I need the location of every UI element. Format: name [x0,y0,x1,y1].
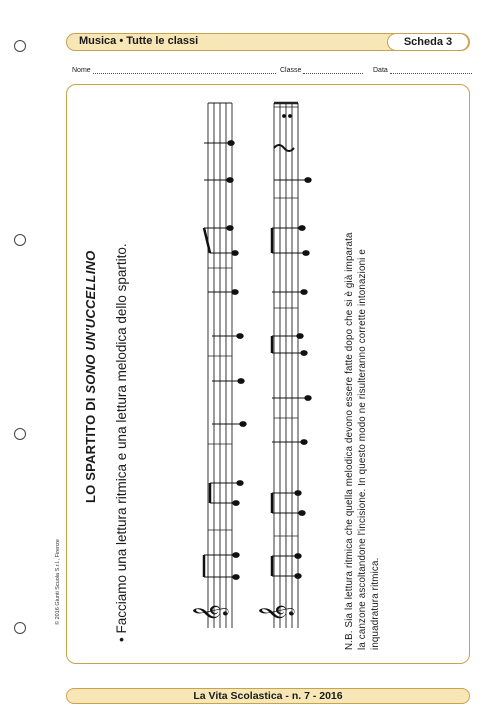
nb-line-1: N.B. Sia la lettura ritmica che quella melodica devono essere fatte dopo che si è già imparata [344,232,355,650]
name-field[interactable] [72,66,276,74]
instruction-text: • Facciamo una lettura ritmica e una lettura melodica dello spartito. [114,243,129,642]
binder-hole-1-icon [14,40,26,52]
copyright-text: © 2016 Giunti Scuola S.r.l., Firenze [55,539,61,625]
class-line [303,66,363,74]
binder-hole-2-icon [14,234,26,246]
nb-line-3: inquadratura ritmica. [370,557,381,650]
class-field[interactable] [280,66,363,74]
treble-clef-icon: 𝄞 [193,604,228,622]
binder-hole-4-icon [14,622,26,634]
subject-label: Musica • Tutte le classi [79,35,199,47]
title-prefix: LO SPARTITO DI [83,393,98,503]
name-line [93,66,276,74]
name-label: Nome [72,67,91,74]
exercise-title [83,251,98,503]
nb-note [343,232,382,650]
header-bar [66,33,470,51]
footer-bar: La Vita Scolastica - n. 7 - 2016 [66,688,470,704]
student-fields [70,66,472,78]
binder-hole-3-icon [14,428,26,440]
date-label: Data [373,67,388,74]
music-score [193,98,330,650]
title-song: SONO UN'UCCELLINO [83,250,98,394]
nb-line-2: la canzone ascoltandone l'incisione. In questo modo ne risulteranno corrette intonazioni e [357,249,368,650]
staff-2 [274,103,298,628]
date-line [390,66,472,74]
class-label: Classe [280,67,302,74]
staff-1-notes [204,141,246,580]
date-field[interactable] [373,66,472,74]
sheet-number-badge: Scheda 3 [387,33,469,51]
treble-clef-icon: 𝄞 [259,604,294,622]
